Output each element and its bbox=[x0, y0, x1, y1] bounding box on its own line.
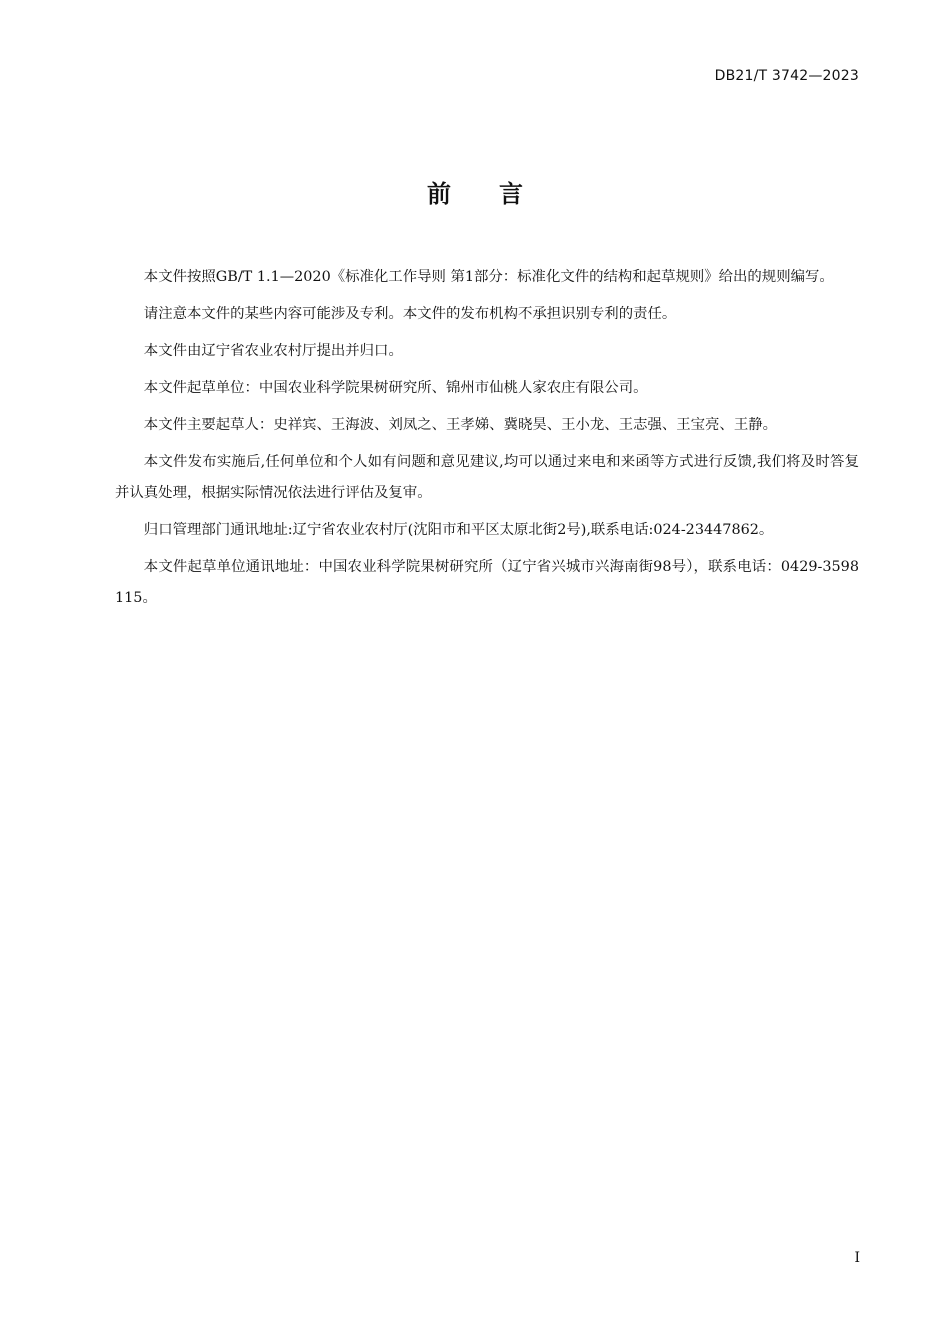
foreword-body bbox=[115, 262, 859, 620]
paragraph-proposer: 本文件由辽宁省农业农村厅提出并归口。 bbox=[143, 343, 403, 359]
paragraph-patent-notice: 请注意本文件的某些内容可能涉及专利。本文件的发布机构不承担识别专利的责任。 bbox=[143, 306, 677, 322]
page-number: I bbox=[854, 1250, 860, 1266]
paragraph-drafters: 本文件主要起草人：史祥宾、王海波、刘凤之、王孝娣、冀晓昊、王小龙、王志强、王宝亮、王静。 bbox=[143, 417, 777, 433]
paragraph-drafter-address: 本文件起草单位通讯地址：中国农业科学院果树研究所（辽宁省兴城市兴海南街98号），联系电话：0429-3598115。 bbox=[115, 559, 859, 606]
page-title: 前言 bbox=[427, 180, 571, 208]
paragraph-drafting-rules: 本文件按照GB/T 1.1—2020《标准化工作导则 第1部分：标准化文件的结构和起草规则》给出的规则编写。 bbox=[143, 269, 834, 285]
document-code: DB21/T 3742—2023 bbox=[714, 68, 859, 84]
paragraph-feedback: 本文件发布实施后,任何单位和个人如有问题和意见建议,均可以通过来电和来函等方式进行反馈,我们将及时答复并认真处理，根据实际情况依法进行评估及复审。 bbox=[115, 454, 859, 501]
paragraph-authority-address: 归口管理部门通讯地址:辽宁省农业农村厅(沈阳市和平区太原北街2号),联系电话:024-23447862。 bbox=[143, 522, 774, 538]
paragraph-drafting-units: 本文件起草单位：中国农业科学院果树研究所、锦州市仙桃人家农庄有限公司。 bbox=[143, 380, 648, 396]
